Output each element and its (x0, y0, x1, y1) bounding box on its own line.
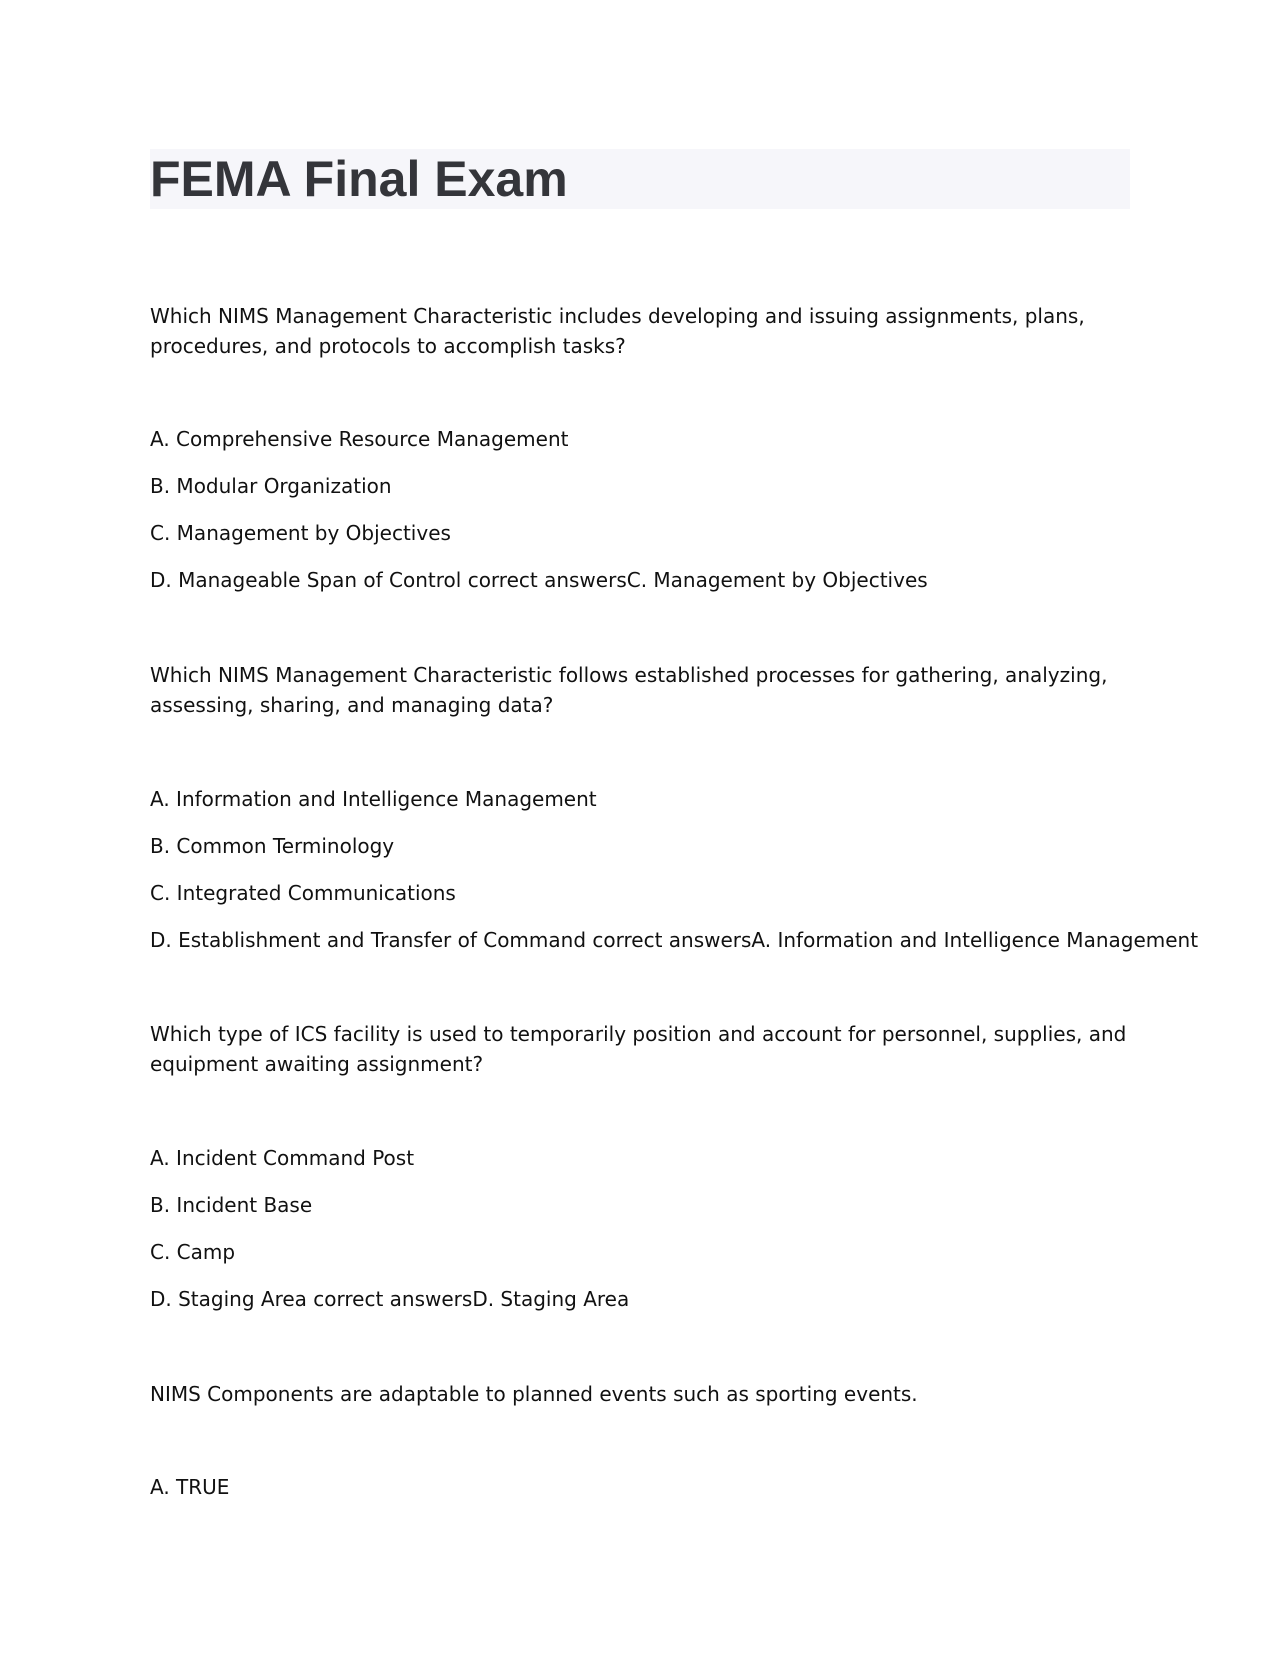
answer-option: D. Manageable Span of Control correct answersC. Management by Objectives (150, 568, 928, 592)
answer-option: A. Incident Command Post (150, 1146, 415, 1170)
question-text-line: Which NIMS Management Characteristic follows established processes for gathering, analyzing, (150, 663, 1108, 687)
question-text-line: equipment awaiting assignment? (150, 1052, 484, 1076)
question-text-line: procedures, and protocols to accomplish tasks? (150, 334, 626, 358)
answer-option: C. Integrated Communications (150, 881, 456, 905)
question-text-line: Which type of ICS facility is used to temporarily position and account for personnel, supplies, and (150, 1022, 1127, 1046)
answer-option: B. Common Terminology (150, 834, 395, 858)
answer-option: D. Establishment and Transfer of Command correct answersA. Information and Intelligence Management (150, 928, 1199, 952)
answer-option: D. Staging Area correct answersD. Staging Area (150, 1287, 630, 1311)
document-title: FEMA Final Exam (150, 151, 568, 207)
question-text-line: assessing, sharing, and managing data? (150, 693, 554, 717)
question-text-line: Which NIMS Management Characteristic includes developing and issuing assignments, plans, (150, 304, 1085, 328)
answer-option: A. Information and Intelligence Management (150, 787, 597, 811)
answer-option: C. Camp (150, 1240, 236, 1264)
answer-option: B. Incident Base (150, 1193, 313, 1217)
answer-option: A. TRUE (150, 1475, 230, 1499)
answer-option: A. Comprehensive Resource Management (150, 427, 569, 451)
answer-option: C. Management by Objectives (150, 521, 451, 545)
answer-option: B. Modular Organization (150, 474, 392, 498)
question-text-line: NIMS Components are adaptable to planned events such as sporting events. (150, 1382, 918, 1406)
